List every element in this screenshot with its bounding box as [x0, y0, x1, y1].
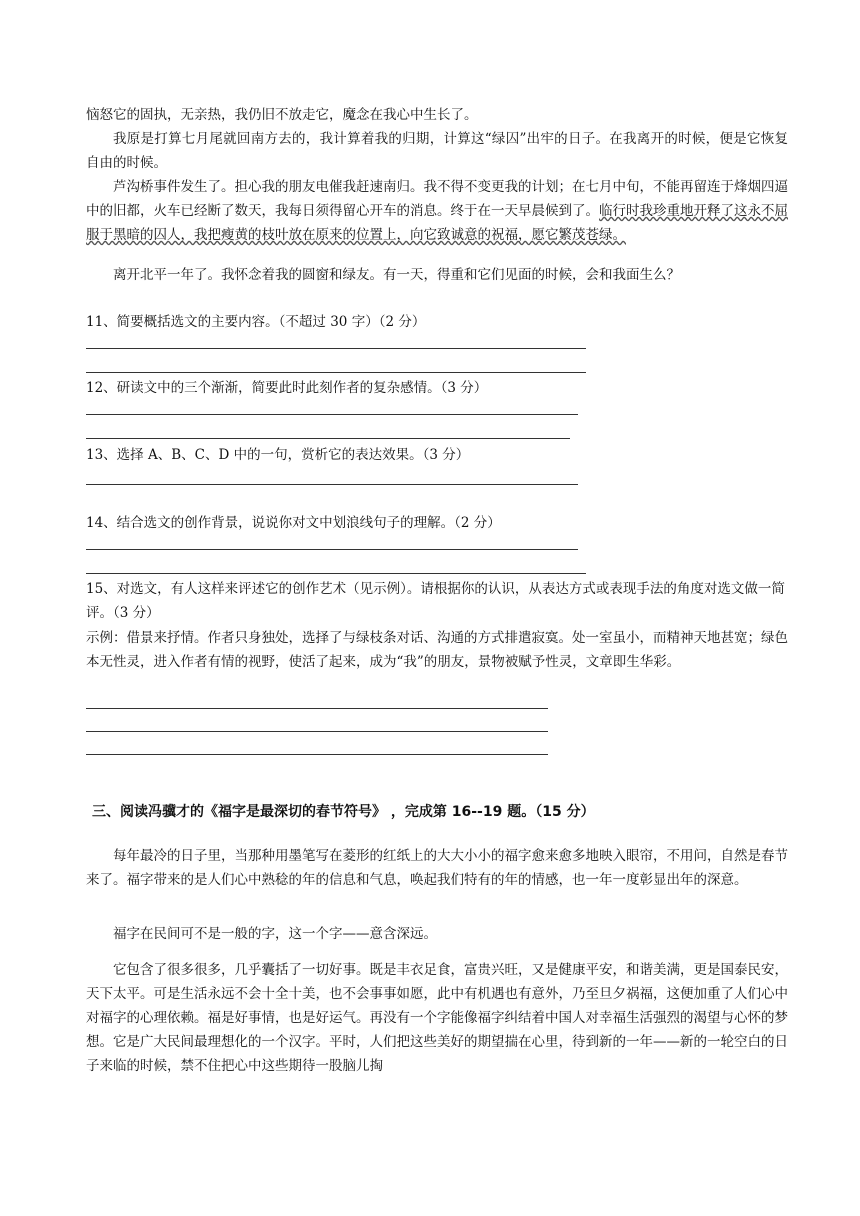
answer-line-15a[interactable]	[86, 708, 548, 709]
answer-line-13[interactable]	[86, 484, 578, 485]
question-11: 11、简要概括选文的主要内容。（不超过 30 字）（2 分）	[86, 314, 426, 330]
question-15-example: 示例：借景来抒情。作者只身独处，选择了与绿枝条对话、沟通的方式排遣寂寞。处一室虽小，而精神天地甚宽；绿色本无性灵，进入作者有情的视野，使活了起来，成为“我”的朋友，景物被赋予性灵，文章即生华彩。	[86, 630, 788, 670]
answer-line-11b[interactable]	[86, 372, 586, 373]
answer-line-12b[interactable]	[86, 438, 570, 439]
answer-line-14b[interactable]	[86, 573, 586, 574]
answer-line-11a[interactable]	[86, 348, 586, 349]
answer-line-15b[interactable]	[86, 731, 548, 732]
wavy-underlined-sentence: 临行时我珍重地开释了这永不屈服于黑暗的囚人，我把瘦黄的枝叶放在原来的位置上，向它致诚意的祝福，愿它繁茂苍绿。	[86, 203, 788, 243]
section-3-paragraph-1: 每年最冷的日子里，当那种用墨笔写在菱形的红纸上的大大小小的福字愈来愈多地映入眼帘，不用问，自然是春节来了。福字带来的是人们心中熟稔的年的信息和气息，唤起我们特有的年的情感，也一年一度彰显出年的深意。	[86, 848, 788, 888]
passage-paragraph-3: 离开北平一年了。我怀念着我的圆窗和绿友。有一天，得重和它们见面的时候，会和我面生么？	[113, 267, 680, 283]
section-3-paragraph-3: 它包含了很多很多，几乎囊括了一切好事。既是丰衣足食，富贵兴旺，又是健康平安，和谐美满，更是国泰民安，天下太平。可是生活永远不会十全十美，也不会事事如愿，此中有机遇也有意外，乃至旦夕祸福，这便加重了人们心中对福字的心理依赖。福是好事情，也是好运气。再没有一个字能像福字纠结着中国人对幸福生活强烈的渴望与心怀的梦想。它是广大民间最理想化的一个汉字。平时，人们把这些美好的期望揣在心里，待到新的一年——新的一轮空白的日子来临的时候，禁不住把心中这些期待一股脑儿掏	[86, 962, 788, 1074]
answer-line-12a[interactable]	[86, 414, 578, 415]
question-12: 12、研读文中的三个渐渐，简要此时此刻作者的复杂感情。（3 分）	[86, 380, 488, 396]
section-3-heading: 三、阅读冯骥才的《福字是最深切的春节符号》 ，完成第 16--19 题。（15 分）	[92, 804, 595, 820]
passage-paragraph-2	[86, 175, 788, 247]
answer-line-14a[interactable]	[86, 549, 578, 550]
answer-line-15c[interactable]	[86, 754, 548, 755]
question-15: 15、对选文，有人这样来评述它的创作艺术（见示例）。请根据你的认识，从表达方式或表现手法的角度对选文做一简评。（3 分）	[86, 581, 785, 621]
passage-paragraph-1: 我原是打算七月尾就回南方去的，我计算着我的归期，计算这“绿囚”出牢的日子。在我离开的时候，便是它恢复自由的时候。	[86, 131, 788, 171]
passage-paragraph-0: 恼怒它的固执，无亲热，我仍旧不放走它，魔念在我心中生长了。	[86, 107, 478, 123]
passage-paragraph-2-text: 芦沟桥事件发生了。担心我的朋友电催我赶速南归。我不得不变更我的计划；在七月中旬，不能再留连于烽烟四逼中的旧都，火车已经断了数天，我每日须得留心开车的消息。终于在一天早晨候到了。	[86, 179, 788, 219]
section-3-paragraph-2: 福字在民间可不是一般的字，这一个字——意含深远。	[113, 926, 437, 942]
question-14: 14、结合选文的创作背景，说说你对文中划浪线句子的理解。（2 分）	[86, 515, 501, 531]
question-13: 13、选择 A、B、C、D 中的一句，赏析它的表达效果。（3 分）	[86, 447, 470, 463]
